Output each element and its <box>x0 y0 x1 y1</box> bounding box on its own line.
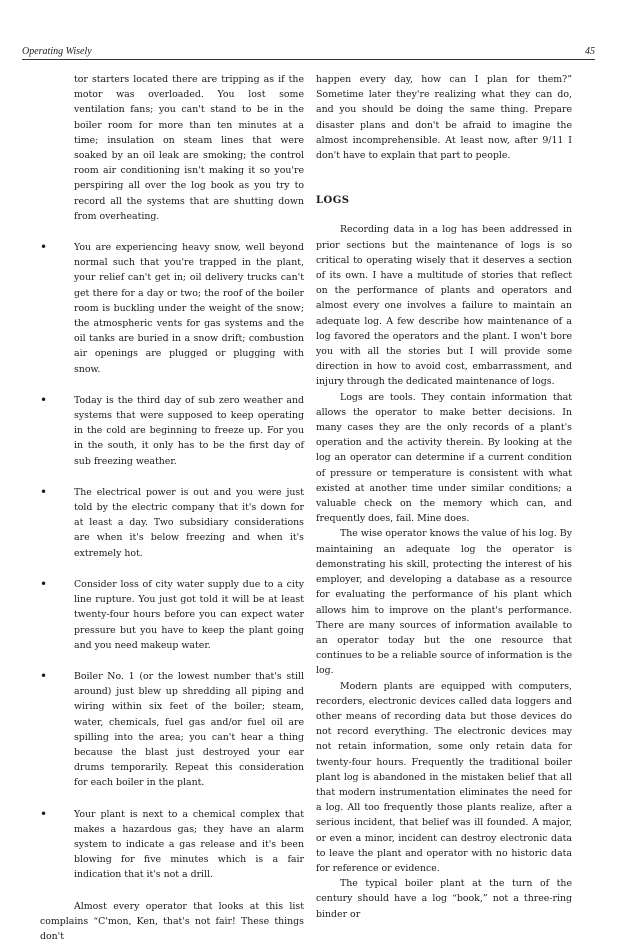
bullet-text: Today is the third day of sub zero weather and systems that were supposed to keep operating in the cold are beginning to freeze up. For you in the south, it only has to be the first day of sub freezing weather. <box>74 394 304 467</box>
body-paragraph: Logs are tools. They contain information that allows the operator to make better decisions. In many cases they are the only records of a plant's operation and the activity therein. By looking at the log an operator can determine if a current condition of pressure or temperature is consistent with what existed at another time under similar conditions; a valuable check on the memory which can, and frequently does, fail. Mine does. <box>316 391 572 525</box>
body-paragraph: Modern plants are equipped with computers, recorders, electronic devices called data loggers and other means of recording data but those devices do not record everything. The electronic devices may not retain information, some only retain data for twenty-four hours. Frequently the traditional boiler plant log is abandoned in the mistaken belief that all that modern instrumentation eliminates the need for a log. All too frequently those plants realize, after a serious incident, that belief was ill founded. A major, or even a minor, incident can destroy electronic data to leave the plant and operator with no historic data for reference or evidence. <box>316 680 572 874</box>
list-item <box>40 577 304 653</box>
body-paragraph: Recording data in a log has been addressed in prior sections but the maintenance of logs is so critical to operating wisely that it deserves a section of its own. I have a multitude of stories that reflect on the performance of plants and operators and almost every one involves a failure to maintain an adequate log. A few describe how maintenance of a log favored the operators and the plant. I won't bore you with all the stories but I will provide some direction in how to avoid cost, embarrassment, and injury through the dedicated maintenance of logs. <box>316 224 572 388</box>
continuation-paragraph: happen every day, how can I plan for them?” Sometime later they're realizing what they can do, and you should be doing the same thing. Prepare disaster plans and don't be afraid to imagine the almost incomprehensible. At least now, after 9/11 I don't have to explain that part to people. <box>316 74 572 162</box>
bullet-glyph: • <box>40 806 48 821</box>
header-rule <box>22 59 595 60</box>
list-item <box>40 240 304 377</box>
bullet-text: Your plant is next to a chemical complex that makes a hazardous gas; they have an alarm system to indicate a gas release and it's been blowing for five minutes which is a fair indication that it's not a drill. <box>74 808 304 881</box>
lead-paragraph: tor starters located there are tripping as if the motor was overloaded. You lost some ventilation fans; you can't stand to be in the boiler room for more than ten minutes at a time; insulation on steam lines that were soaked by an oil leak are smoking; the control room air conditioning isn't making it so you're perspiring all over the log book as you try to record all the systems that are shutting down from overheating. <box>74 74 304 222</box>
bullet-glyph: • <box>40 392 48 407</box>
bullet-glyph: • <box>40 240 48 255</box>
bullet-glyph: • <box>40 484 48 499</box>
list-item <box>40 807 304 883</box>
section-heading: LOGS <box>316 195 350 207</box>
page-number: 45 <box>585 46 595 57</box>
list-item <box>40 669 304 791</box>
bullet-text: You are experiencing heavy snow, well beyond normal such that you're trapped in the plant, your relief can't get in; oil delivery trucks can't get there for a day or two; the roof of the boiler room is buckling under the weight of the snow; the atmospheric vents for gas systems and the oil tanks are buried in a snow drift; combustion air openings are plugged or plugging with snow. <box>74 242 304 375</box>
bullet-text: Consider loss of city water supply due to a city line rupture. You just got told it will be at least twenty-four hours before you can expect water pressure but you have to keep the plant going and you need makeup water. <box>74 578 304 651</box>
list-item <box>40 485 304 561</box>
bullet-glyph: • <box>40 668 48 683</box>
body-paragraph: The wise operator knows the value of his log. By maintaining an adequate log the operator is demonstrating his skill, protecting the interest of his employer, and developing a database as a resource for evaluating the performance of his plant which allows him to improve on the plant's performance. There are many sources of information available to an operator today but the one resource that continues to be a reliable source of information is the log. <box>316 528 572 677</box>
running-title: Operating Wisely <box>22 46 92 57</box>
bullet-text: Boiler No. 1 (or the lowest number that's still around) just blew up shredding all piping and wiring within six feet of the boiler; steam, water, chemicals, fuel gas and/or fuel oil are spilling into the area; you can't hear a thing because the blast just destroyed your ear drums temporarily. Repeat this consideration for each boiler in the plant. <box>74 670 304 789</box>
right-column <box>316 72 572 922</box>
bullet-text: The electrical power is out and you were just told by the electric company that it's down for at least a day. Two subsidiary considerations are when it's below freezing and when it's extremely hot. <box>74 486 304 559</box>
closing-paragraph: Almost every operator that looks at this list complains “C'mon, Ken, that's not fair! These things don't <box>40 900 304 942</box>
left-column <box>40 72 304 944</box>
body-paragraph: The typical boiler plant at the turn of the century should have a log “book,” not a three-ring binder or <box>316 878 572 920</box>
list-item <box>40 393 304 469</box>
bullet-list <box>40 240 304 883</box>
bullet-glyph: • <box>40 576 48 591</box>
